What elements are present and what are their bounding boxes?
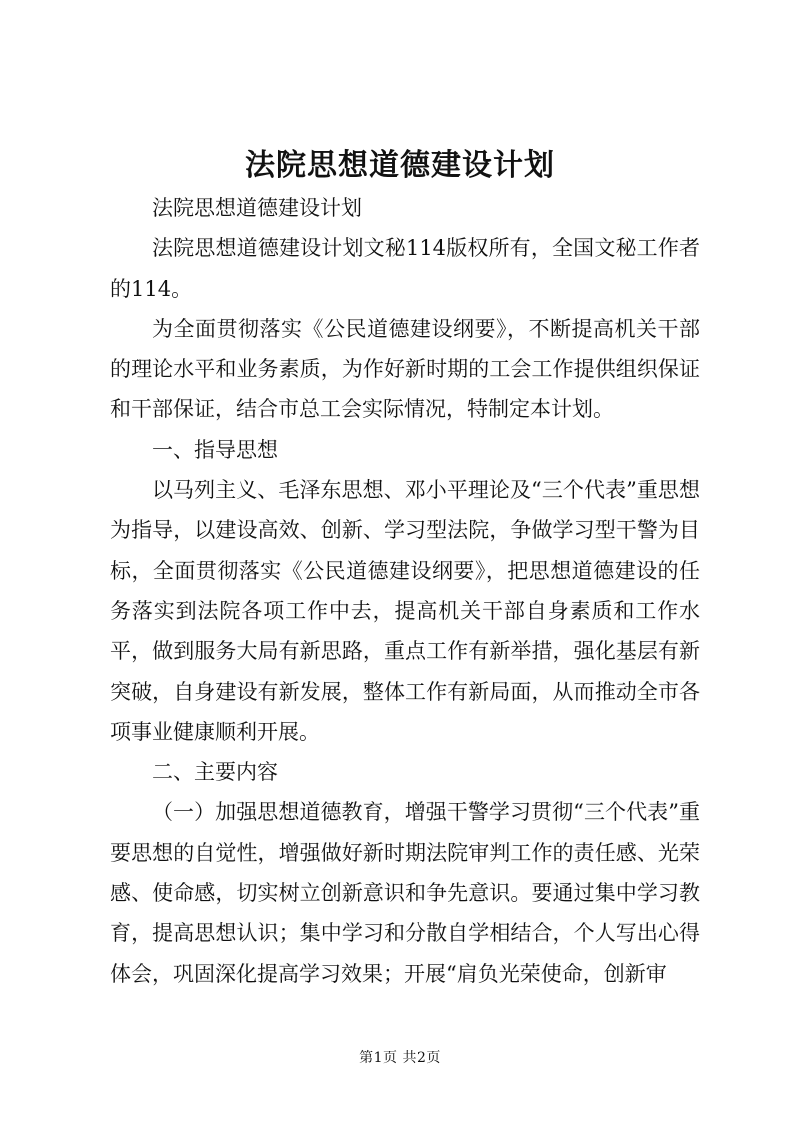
document-title: 法院思想道德建设计划 <box>245 148 555 183</box>
main-content-paragraph: （一）加强思想道德教育，增强干警学习贯彻“三个代表”重要思想的自觉性，增强做好新时期法院审判工作的责任感、光荣感、使命感，切实树立创新意识和争先意识。要通过集中学习教育，提高思想认识；集中学习和分散自学相结合，个人写出心得体会，巩固深化提高学习效果；开展“肩负光荣使命，创新审 <box>110 800 700 986</box>
section-heading-main-content: 二、主要内容 <box>152 760 278 785</box>
document-body <box>110 188 700 994</box>
page-number-footer: 第1页 共2页 <box>359 1050 441 1066</box>
copyright-paragraph: 法院思想道德建设计划文秘114版权所有，全国文秘工作者的114。 <box>110 236 700 301</box>
guiding-ideology-paragraph: 以马列主义、毛泽东思想、邓小平理论及“三个代表”重思想为指导，以建设高效、创新、学习型法院，争做学习型干警为目标，全面贯彻落实《公民道德建设纲要》，把思想道德建设的任务落实到法院各项工作中去，提高机关干部自身素质和工作水平，做到服务大局有新思路，重点工作有新举措，强化基层有新突破，自身建设有新发展，整体工作有新局面，从而推动全市各项事业健康顺利开展。 <box>110 478 700 744</box>
intro-paragraph: 为全面贯彻落实《公民道德建设纲要》，不断提高机关干部的理论水平和业务素质，为作好新时期的工会工作提供组织保证和干部保证，结合市总工会实际情况，特制定本计划。 <box>110 316 700 422</box>
section-heading-guiding-ideology: 一、指导思想 <box>152 437 278 462</box>
subtitle-paragraph: 法院思想道德建设计划 <box>152 196 362 220</box>
